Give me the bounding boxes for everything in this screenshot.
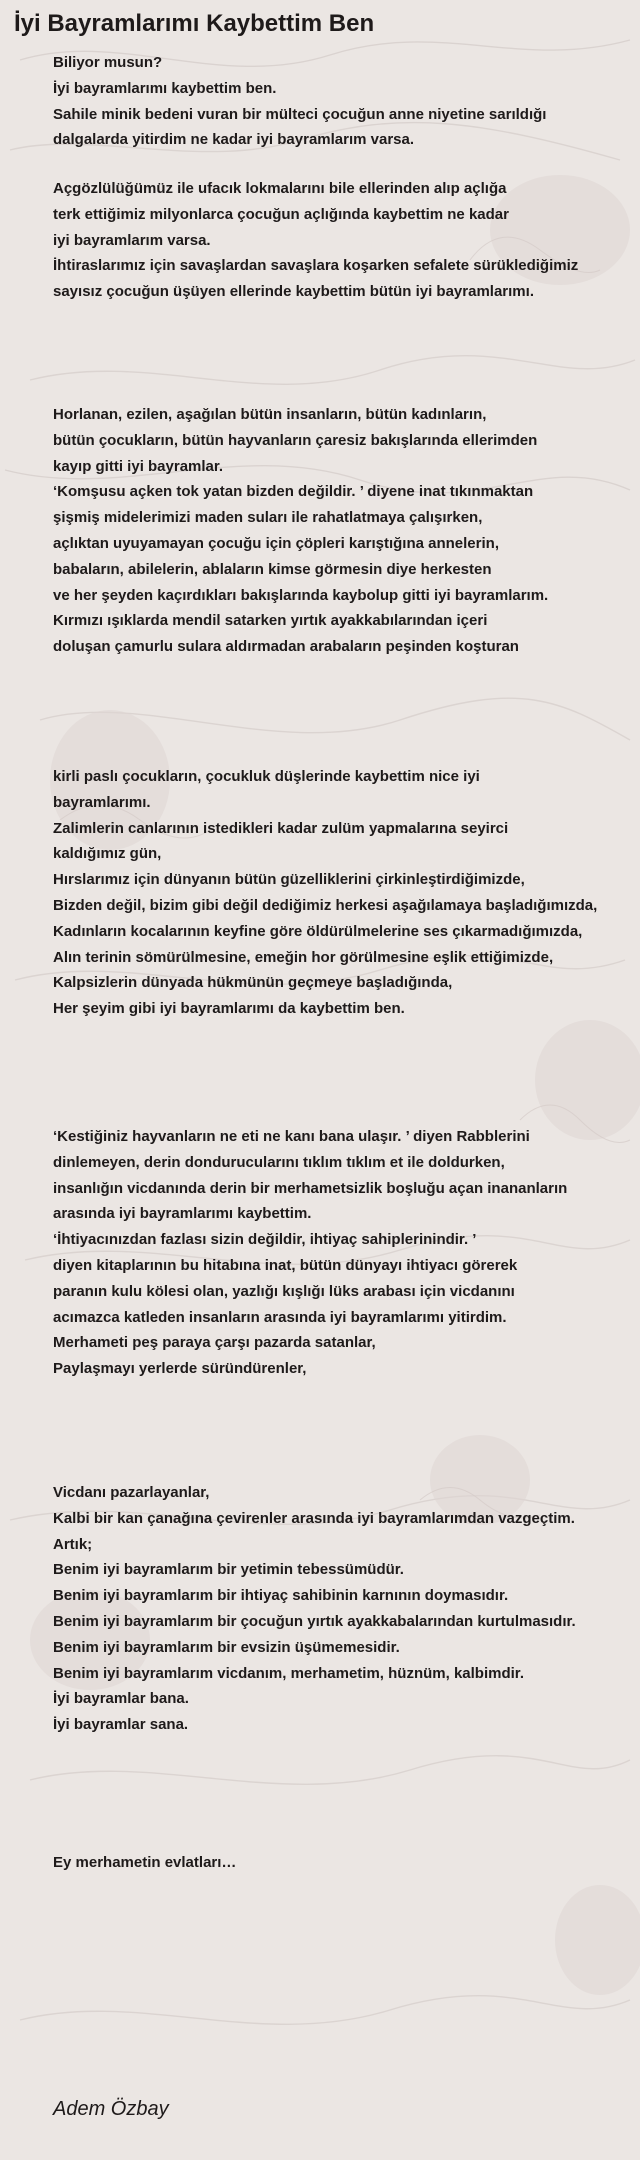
poem-line: Zalimlerin canlarının istedikleri kadar zulüm yapmalarına seyirci <box>53 819 509 837</box>
poem-line: Açgözlülüğümüz ile ufacık lokmalarını bile ellerinden alıp açlığa <box>53 180 507 197</box>
poem-line: Vicdanı pazarlayanlar, <box>53 1484 210 1501</box>
poem-line: şişmiş midelerimizi maden suları ile rahatlatmaya çalışırken, <box>53 509 483 527</box>
poem-line: Benim iyi bayramlarım bir evsizin üşümemesidir. <box>53 1638 400 1656</box>
poem-line: Biliyor musun? <box>53 54 163 71</box>
poem-line: Ey merhametin evlatları… <box>53 1854 237 1871</box>
poem-line: ‘Kestiğiniz hayvanların ne eti ne kanı bana ulaşır. ’ diyen Rabblerini <box>53 1128 530 1145</box>
poem-title: İyi Bayramlarımı Kaybettim Ben <box>14 10 375 37</box>
poem-line: bütün çocukların, bütün hayvanların çaresiz bakışlarında ellerimden <box>53 431 538 449</box>
poem-line: Benim iyi bayramlarım vicdanım, merhametim, hüznüm, kalbimdir. <box>53 1664 524 1682</box>
poem-line: İhtiraslarımız için savaşlardan savaşlara koşarken sefalete sürüklediğimiz <box>53 257 579 275</box>
stanza <box>53 50 546 153</box>
stanza <box>53 1850 236 1876</box>
poem-line: İyi bayramlar bana. <box>53 1690 189 1708</box>
poem-line: diyen kitaplarının bu hitabına inat, bütün dünyayı ihtiyacı görerek <box>53 1256 518 1274</box>
poem-line: Kadınların kocalarının keyfine göre öldürülmelerine ses çıkarmadığımızda, <box>53 922 583 940</box>
poem-line: kirli paslı çocukların, çocukluk düşlerinde kaybettim nice iyi <box>53 768 480 785</box>
poem-line: arasında iyi bayramlarımı kaybettim. <box>53 1205 312 1223</box>
poem-line: İyi bayramlar sana. <box>53 1716 189 1734</box>
poem-line: Artık; <box>53 1535 93 1553</box>
poem-line: İyi bayramlarımı kaybettim ben. <box>53 79 277 97</box>
poem-author: Adem Özbay <box>53 2098 169 2120</box>
stanza <box>53 764 597 1022</box>
stanza <box>53 402 548 660</box>
poem-line: Alın terinin sömürülmesine, emeğin hor görülmesine eşlik ettiğimizde, <box>53 948 554 966</box>
stanza <box>53 1124 567 1382</box>
poem-line: ‘Komşusu açken tok yatan bizden değildir. ’ diyene inat tıkınmaktan <box>53 483 534 501</box>
stanza <box>53 176 578 305</box>
poem-line: insanlığın vicdanında derin bir merhametsizlik boşluğu açan inananların <box>53 1179 568 1197</box>
poem-line: dinlemeyen, derin dondurucularını tıklım tıklım et ile doldurken, <box>53 1153 505 1171</box>
poem-line: Horlanan, ezilen, aşağılan bütün insanların, bütün kadınların, <box>53 406 487 423</box>
poem-line: Kalpsizlerin dünyada hükmünün geçmeye başladığında, <box>53 974 453 992</box>
poem-line: terk ettiğimiz milyonlarca çocuğun açlığında kaybettim ne kadar <box>53 205 509 223</box>
poem-line: Benim iyi bayramlarım bir yetimin tebessümüdür. <box>53 1561 404 1579</box>
poem-line: paranın kulu kölesi olan, yazlığı kışlığı lüks arabası için vicdanını <box>53 1282 515 1300</box>
poem-line: Her şeyim gibi iyi bayramlarımı da kaybettim ben. <box>53 1000 405 1018</box>
poem-line: iyi bayramlarım varsa. <box>53 231 211 249</box>
poem-line: Paylaşmayı yerlerde süründürenler, <box>53 1360 307 1378</box>
poem-line: ve her şeyden kaçırdıkları bakışlarında kaybolup gitti iyi bayramlarım. <box>53 586 549 604</box>
poem-line: doluşan çamurlu sulara aldırmadan arabaların peşinden koşturan <box>53 638 519 656</box>
poem-line: ‘İhtiyacınızdan fazlası sizin değildir, ihtiyaç sahiplerinindir. ’ <box>53 1231 477 1249</box>
poem-line: bayramlarımı. <box>53 793 151 811</box>
poem-line: Benim iyi bayramlarım bir çocuğun yırtık ayakkabalarından kurtulmasıdır. <box>53 1612 576 1630</box>
poem-line: kayıp gitti iyi bayramlar. <box>53 457 224 475</box>
poem-line: babaların, abilelerin, ablaların kimse görmesin diye herkesten <box>53 560 492 578</box>
poem-line: acımazca katleden insanların arasında iyi bayramlarımı yitirdim. <box>53 1308 507 1326</box>
poem-line: Bizden değil, bizim gibi değil dediğimiz herkesi aşağılamaya başladığımızda, <box>53 896 598 914</box>
poem-line: kaldığımız gün, <box>53 845 162 863</box>
poem-line: Hırslarımız için dünyanın bütün güzelliklerini çirkinleştirdiğimizde, <box>53 871 525 889</box>
poem-line: Sahile minik bedeni vuran bir mülteci çocuğun anne niyetine sarıldığı <box>53 105 547 123</box>
poem-line: Kırmızı ışıklarda mendil satarken yırtık ayakkabılarından içeri <box>53 612 488 630</box>
poem-line: Benim iyi bayramlarım bir ihtiyaç sahibinin karnının doymasıdır. <box>53 1587 509 1605</box>
poem-line: açlıktan uyuyamayan çocuğu için çöpleri karıştığına annelerin, <box>53 534 499 552</box>
stanza <box>53 1480 576 1738</box>
poem-line: sayısız çocuğun üşüyen ellerinde kaybettim bütün iyi bayramlarımı. <box>53 283 534 301</box>
poem-line: Merhameti peş paraya çarşı pazarda satanlar, <box>53 1334 376 1352</box>
poem-line: Kalbi bir kan çanağına çevirenler arasında iyi bayramlarımdan vazgeçtim. <box>53 1509 575 1527</box>
poem-line: dalgalarda yitirdim ne kadar iyi bayramlarım varsa. <box>53 131 415 149</box>
